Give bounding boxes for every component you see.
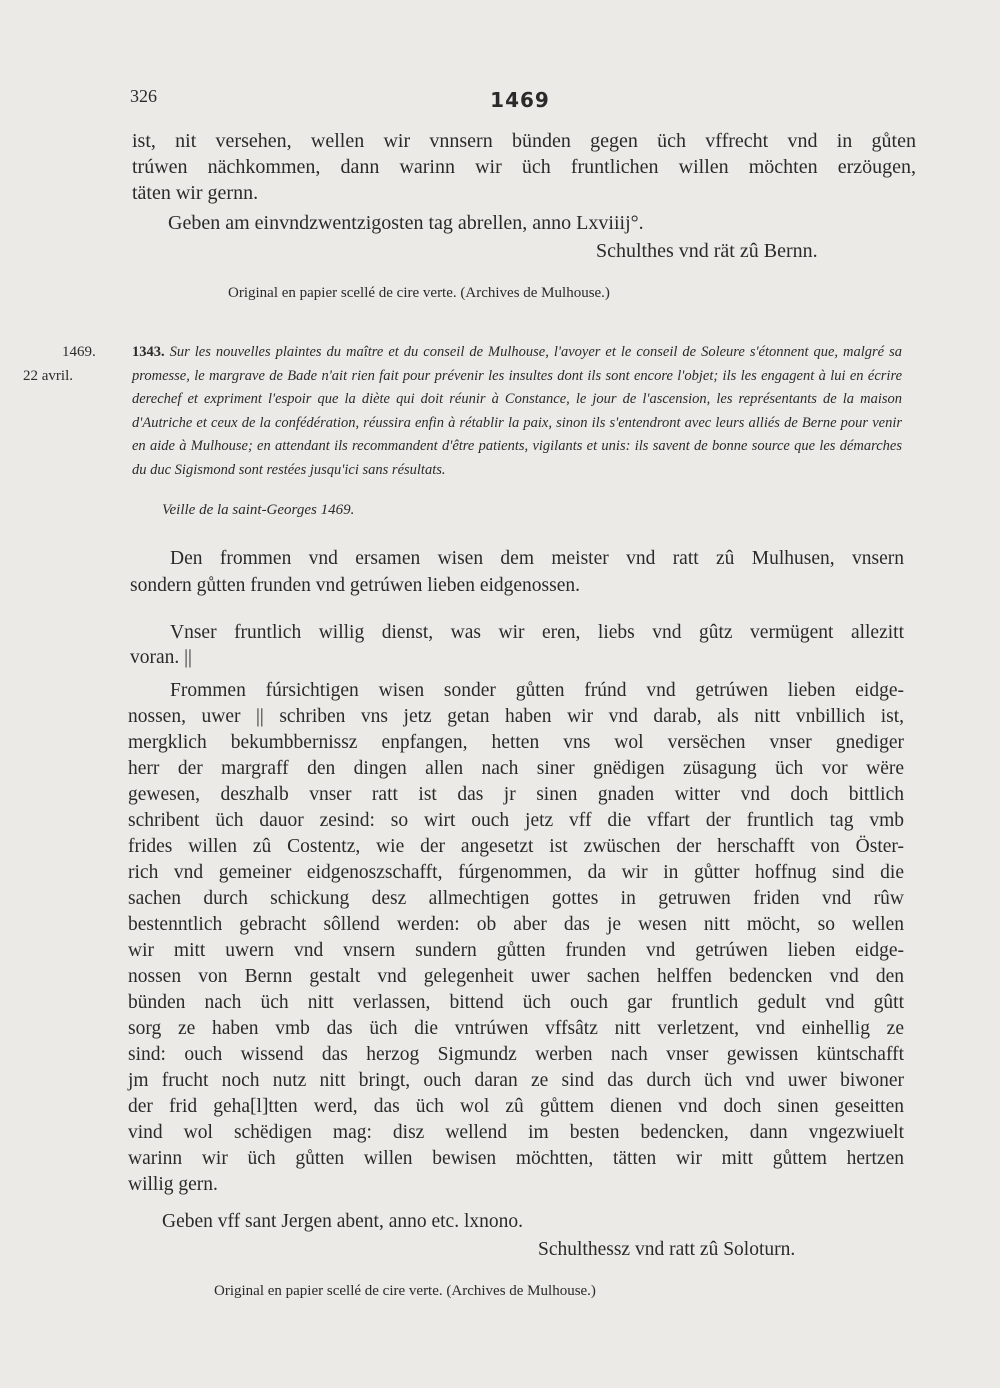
body-line: mergklich bekumbbernissz enpfangen, hetten vns wol versëchen vnser gnediger (128, 732, 904, 753)
body-line: schribent üch dauor zesind: so wirt ouch jetz vff die vffart der fruntlich tag vmb (128, 810, 904, 831)
entry-summary (132, 341, 902, 482)
body-line: gewesen, deszhalb vnser ratt ist das jr sinen gnaden witter vnd doch bittlich (128, 784, 904, 805)
body-line: bünden nach üch nitt verlassen, bittend üch ouch gar fruntlich gedult vnd gûtt (128, 992, 904, 1013)
body-line: sorg ze haben vmb das üch die vntrúwen vffsâtz nitt verletzent, vnd einhellig ze (128, 1018, 904, 1039)
body-line: der frid geha[l]tten werd, das üch wol zû gůttem dienen vnd doch sinen geseitten (128, 1096, 904, 1117)
greeting-line-1: Vnser fruntlich willig dienst, was wir eren, liebs vnd gûtz vermügent allezitt (170, 622, 904, 643)
body-line: vind wol schëdigen mag: disz wellend im besten bedencken, dann vngezwiuelt (128, 1122, 904, 1143)
body-line: wir mitt uwern vnd vnsern sundern gůtten frunden vnd getrúwen lieben eidge- (128, 940, 904, 961)
margin-year: 1469. (62, 344, 96, 360)
body-line: bestenntlich gebracht sôllend werden: ob aber das je wesen nitt möcht, so wellen (128, 914, 904, 935)
margin-date: 22 avril. (23, 368, 73, 384)
body-line: sind: ouch wissend das herzog Sigmundz werben nach vnser gewissen küntschafft (128, 1044, 904, 1065)
top-text-line-2: trúwen nächkommen, dann warinn wir üch fruntlichen willen möchten erzöugen, (132, 156, 916, 178)
entry-date-note: Veille de la saint-Georges 1469. (162, 502, 355, 518)
body-line: frides willen zû Costentz, wie der angesetzt ist zwüschen der herschafft von Öster- (128, 836, 904, 857)
body-line: rich vnd gemeiner eidgenoszschafft, fúrgenommen, da wir in gůtter hoffnug sind die (128, 862, 904, 883)
body-line: nossen, uwer || schriben vns jetz getan haben wir vnd darab, als nitt vnbillich ist, (128, 706, 904, 727)
page-number: 326 (130, 86, 157, 106)
letter-source-note: Original en papier scellé de cire verte. (Archives de Mulhouse.) (214, 1283, 596, 1299)
top-text-line-3: täten wir gernn. (132, 182, 259, 204)
top-signature: Schulthes vnd rät zû Bernn. (596, 240, 818, 262)
address-line-2: sondern gůtten frunden vnd getrúwen lieben eidgenossen. (130, 575, 581, 596)
body-line: willig gern. (128, 1174, 218, 1195)
body-line: sachen durch schickung desz allmechtigen gottes in getruwen friden vnd rûw (128, 888, 904, 909)
body-line: jm frucht noch nutz nitt bringt, ouch daran ze sind das durch üch vnd uwer biwoner (128, 1070, 904, 1091)
entry-number: 1343. (132, 344, 165, 360)
body-line: herr der margraff den dingen allen nach siner gnëdigen züsagung üch vor wëre (128, 758, 904, 779)
address-line-1: Den frommen vnd ersamen wisen dem meister vnd ratt zû Mulhusen, vnsern (170, 548, 904, 569)
body-line: Frommen fúrsichtigen wisen sonder gůtten frúnd vnd getrúwen lieben eidge- (170, 680, 904, 701)
top-date-line: Geben am einvndzwentzigosten tag abrellen, anno Lxviiij°. (168, 212, 644, 234)
greeting-line-2: voran. || (130, 647, 192, 668)
running-head-year: 1469 (490, 88, 550, 112)
top-text-line-1: ist, nit versehen, wellen wir vnnsern bünden gegen üch vffrecht vnd in gůten (132, 130, 916, 152)
entry-summary-text: Sur les nouvelles plaintes du maître et du conseil de Mulhouse, l'avoyer et le conseil de Soleure s'étonnent que, malgré sa promesse, le margrave de Bade n'ait rien fait pour prévenir les insultes dont ils sont encore l'objet; ils les engagent à lui en écrire derechef et expriment l'espoir que la diète qui doit réunir à Constance, le jour de l'ascension, les représentants de la maison d'Autriche et ceux de la confédération, réussira enfin à rétablir la paix, sinon ils s'entendront avec leurs alliés de Berne pour venir en aide à Mulhouse; en attendant ils recommandent d'être patients, vigilants et unis: ils savent de bonne source que les démarches du duc Sigismond sont restées jusqu'ici sans résultats. (132, 344, 903, 478)
top-source-note: Original en papier scellé de cire verte. (Archives de Mulhouse.) (228, 285, 610, 301)
body-line: nossen von Bernn gestalt vnd gelegenheit uwer sachen helffen bedencken vnd den (128, 966, 904, 987)
letter-signature: Schulthessz vnd ratt zû Soloturn. (538, 1239, 796, 1260)
body-line: warinn wir üch gůtten willen bewisen möchtten, tätten wir mitt gůttem hertzen (128, 1148, 904, 1169)
letter-date-line: Geben vff sant Jergen abent, anno etc. lxnono. (162, 1211, 524, 1232)
